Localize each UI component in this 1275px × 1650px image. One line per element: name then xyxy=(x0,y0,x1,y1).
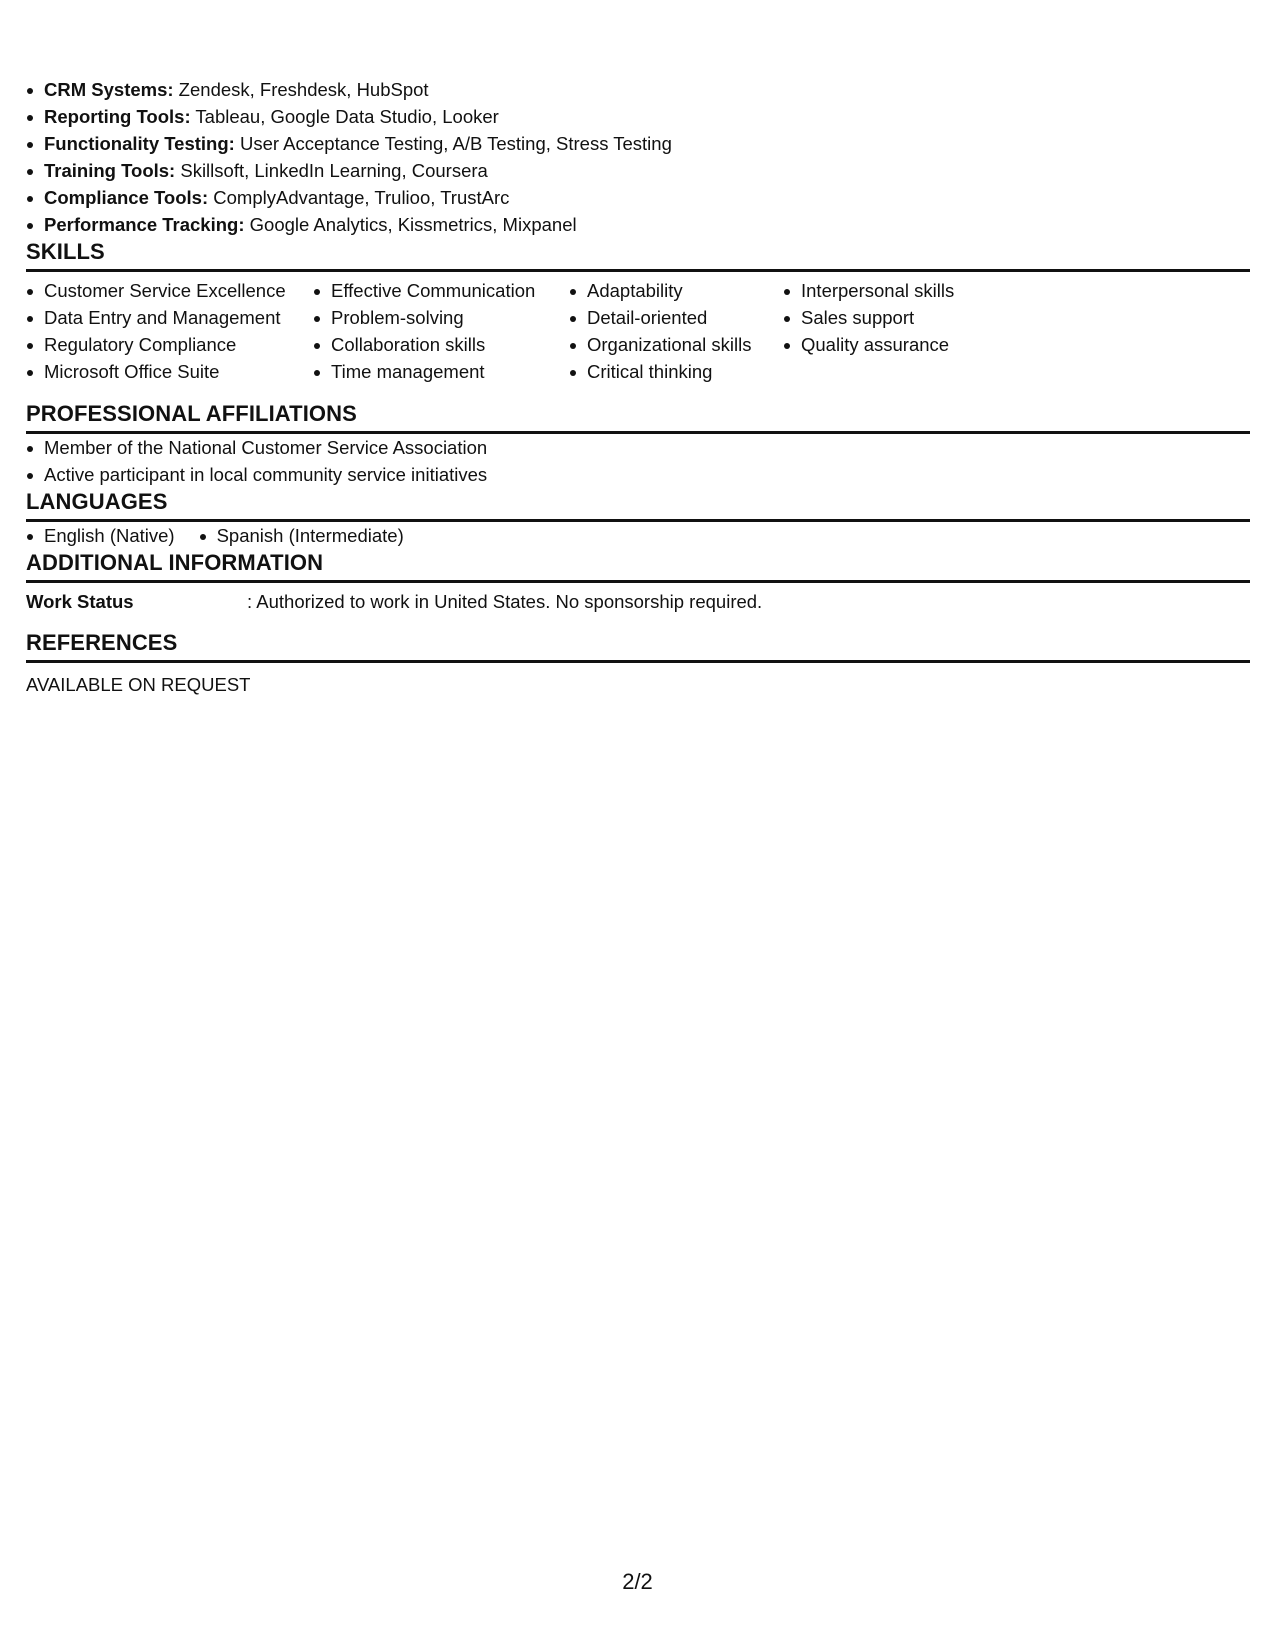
additional-information-heading: ADDITIONAL INFORMATION xyxy=(26,549,1250,583)
affiliation-item: Active participant in local community service initiatives xyxy=(26,461,1250,488)
references-text: AVAILABLE ON REQUEST xyxy=(26,674,251,695)
skill-item: Sales support xyxy=(783,304,1083,331)
tools-item-performance-tracking xyxy=(26,211,1250,238)
tools-item-value: ComplyAdvantage, Trulioo, TrustArc xyxy=(208,187,510,208)
skill-item: Organizational skills xyxy=(569,331,783,358)
tools-item-value: Tableau, Google Data Studio, Looker xyxy=(190,106,499,127)
affiliations-section xyxy=(26,400,1250,488)
references-section xyxy=(26,629,1250,698)
tools-item-label: Compliance Tools: xyxy=(44,187,209,208)
work-status-label: Work Status xyxy=(26,591,134,612)
skill-item: Effective Communication xyxy=(313,277,569,304)
tools-item-compliance xyxy=(26,184,1250,211)
skill-item: Customer Service Excellence xyxy=(26,277,313,304)
skills-heading: SKILLS xyxy=(26,238,1250,272)
tools-item-label: Functionality Testing: xyxy=(44,133,235,154)
skills-column-3 xyxy=(569,277,783,385)
work-status-row xyxy=(26,588,1250,615)
tools-item-label: Performance Tracking: xyxy=(44,214,245,235)
page-number: 2/2 xyxy=(622,1569,653,1594)
references-heading: REFERENCES xyxy=(26,629,1250,663)
skill-item: Interpersonal skills xyxy=(783,277,1083,304)
work-status-value: : Authorized to work in United States. No sponsorship required. xyxy=(247,591,763,612)
languages-heading: LANGUAGES xyxy=(26,488,1250,522)
tools-list xyxy=(26,76,1250,238)
tools-item-label: CRM Systems: xyxy=(44,79,174,100)
skill-item: Time management xyxy=(313,358,569,385)
skills-column-2 xyxy=(313,277,569,385)
tools-item-value: Google Analytics, Kissmetrics, Mixpanel xyxy=(244,214,577,235)
tools-item-value: Skillsoft, LinkedIn Learning, Coursera xyxy=(175,160,488,181)
language-item: Spanish (Intermediate) xyxy=(199,522,404,549)
skill-item: Quality assurance xyxy=(783,331,1083,358)
skills-section xyxy=(26,238,1250,385)
tools-item-value: User Acceptance Testing, A/B Testing, Stress Testing xyxy=(234,133,672,154)
tools-item-functionality-testing xyxy=(26,130,1250,157)
skill-item: Data Entry and Management xyxy=(26,304,313,331)
additional-information-section xyxy=(26,549,1250,615)
languages-list xyxy=(26,522,1250,549)
skill-item: Collaboration skills xyxy=(313,331,569,358)
skill-item: Detail-oriented xyxy=(569,304,783,331)
affiliations-list xyxy=(26,434,1250,488)
affiliations-heading: PROFESSIONAL AFFILIATIONS xyxy=(26,400,1250,434)
tools-item-reporting xyxy=(26,103,1250,130)
tools-item-training xyxy=(26,157,1250,184)
skill-item: Problem-solving xyxy=(313,304,569,331)
tools-item-label: Training Tools: xyxy=(44,160,176,181)
tools-item-label: Reporting Tools: xyxy=(44,106,191,127)
skills-column-4 xyxy=(783,277,1083,385)
languages-section xyxy=(26,488,1250,549)
affiliation-item: Member of the National Customer Service Association xyxy=(26,434,1250,461)
skills-grid xyxy=(26,277,1250,385)
tools-item-value: Zendesk, Freshdesk, HubSpot xyxy=(173,79,429,100)
skill-item: Microsoft Office Suite xyxy=(26,358,313,385)
skill-item: Adaptability xyxy=(569,277,783,304)
tools-item-crm xyxy=(26,76,1250,103)
skill-item: Critical thinking xyxy=(569,358,783,385)
skills-column-1 xyxy=(26,277,313,385)
resume-page-content xyxy=(26,76,1250,698)
skill-item: Regulatory Compliance xyxy=(26,331,313,358)
language-item: English (Native) xyxy=(26,522,175,549)
